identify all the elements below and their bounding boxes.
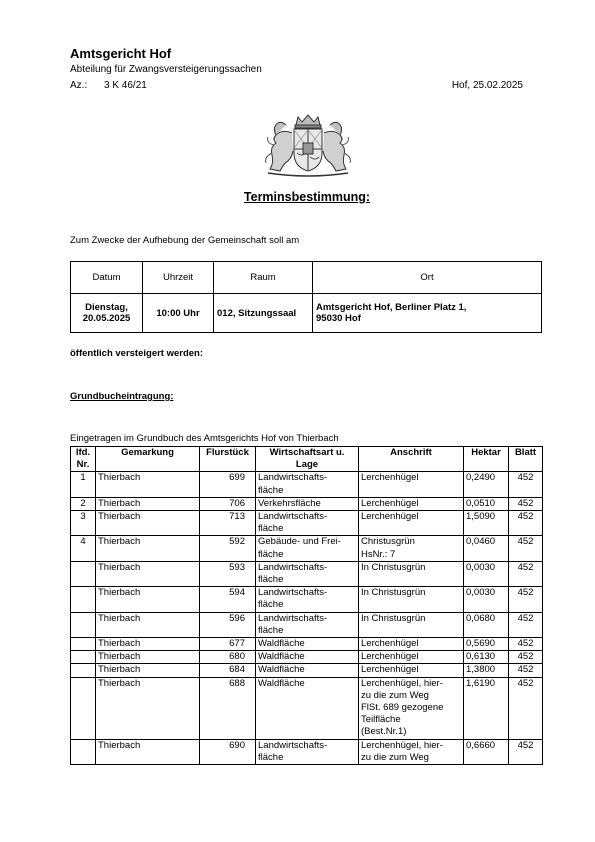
intro-text: Zum Zwecke der Aufhebung der Gemeinschaft soll am	[70, 235, 300, 246]
row-hektar: 0,0460	[464, 536, 509, 561]
row-flurstueck: 677	[200, 638, 256, 651]
row-flurstueck: 594	[200, 587, 256, 612]
row-hektar: 1,3800	[464, 664, 509, 677]
row-anschrift-line2: zu die zum Weg	[361, 689, 429, 701]
appointment-place-line1: Amtsgericht Hof, Berliner Platz 1,	[316, 302, 467, 313]
appointment-place-line2: 95030 Hof	[316, 313, 361, 324]
row-hektar: 0,5690	[464, 638, 509, 651]
row-anschrift: Lerchenhügel	[359, 511, 464, 536]
appointment-date-value: 20.05.2025	[82, 313, 131, 324]
row-anschrift-line2: HsNr.: 7	[361, 548, 396, 560]
row-wirtschaftsart-line2: fläche	[258, 523, 284, 535]
table-row	[71, 651, 543, 664]
department-name: Abteilung für Zwangsversteigerungssachen	[70, 64, 262, 75]
row-anschrift: Lerchenhügel	[359, 638, 464, 651]
row-anschrift: In Christusgrün	[359, 612, 464, 637]
row-gemarkung: Thierbach	[96, 739, 200, 764]
row-blatt: 452	[509, 497, 543, 510]
table-row	[71, 561, 543, 586]
land-register-header-row	[71, 447, 543, 472]
row-flurstueck: 706	[200, 497, 256, 510]
row-anschrift-line1: Christusgrün	[361, 536, 415, 548]
case-number-label: Az.:	[70, 80, 88, 91]
row-wirtschaft-line2: fläche	[258, 751, 284, 763]
appointment-header-row	[71, 262, 542, 294]
row-blatt: 452	[509, 638, 543, 651]
land-register-body	[71, 472, 543, 677]
row-wirtschaftsart: Verkehrsfläche	[256, 497, 359, 510]
header-blatt: Blatt	[509, 447, 543, 472]
header-anschrift: Anschrift	[359, 447, 464, 472]
row-hektar: 0,0030	[464, 561, 509, 586]
row-nr	[71, 638, 96, 651]
header-lfd-nr	[71, 447, 96, 472]
row-wirtschaftsart: Waldfläche	[256, 677, 359, 739]
row-wirtschaftsart-line1: Landwirtschafts-	[258, 472, 328, 484]
row-wirtschaftsart-line2: fläche	[258, 624, 284, 636]
row-wirtschaftsart	[256, 472, 359, 497]
place-date: Hof, 25.02.2025	[451, 80, 523, 91]
row-gemarkung: Thierbach	[96, 651, 200, 664]
row-nr	[71, 612, 96, 637]
case-number: 3 K 46/21	[104, 80, 147, 91]
row-wirtschaftsart-line2: fläche	[258, 548, 284, 560]
header-lfd-line2: Nr.	[76, 459, 90, 471]
header-lfd-line1: lfd.	[75, 447, 91, 458]
header-wirtschaft-line1: Wirtschaftsart u.	[269, 447, 345, 458]
row-anschrift	[359, 677, 464, 739]
row-anschrift-line2: zu die zum Weg	[361, 751, 429, 763]
row-wirtschaftsart	[256, 587, 359, 612]
appointment-weekday: Dienstag,	[85, 302, 128, 313]
row-nr: 3	[71, 511, 96, 536]
row-wirtschaftsart: Waldfläche	[256, 664, 359, 677]
row-blatt: 452	[509, 612, 543, 637]
row-flurstueck: 713	[200, 511, 256, 536]
appointment-room: 012, Sitzungssaal	[214, 294, 313, 333]
row-gemarkung: Thierbach	[96, 587, 200, 612]
row-wirtschaftsart: Waldfläche	[256, 651, 359, 664]
row-anschrift-line3: FlSt. 689 gezogene	[361, 702, 444, 714]
row-flurstueck: 592	[200, 536, 256, 561]
row-gemarkung: Thierbach	[96, 638, 200, 651]
row-anschrift: Lerchenhügel	[359, 664, 464, 677]
table-row	[71, 497, 543, 510]
row-blatt: 452	[509, 511, 543, 536]
row-blatt: 452	[509, 587, 543, 612]
table-row	[71, 511, 543, 536]
row-anschrift	[359, 536, 464, 561]
header-place: Ort	[313, 262, 542, 294]
row-anschrift: Lerchenhügel	[359, 472, 464, 497]
appointment-value-row	[71, 294, 542, 333]
row-blatt: 452	[509, 739, 543, 764]
row-nr	[71, 651, 96, 664]
row-gemarkung: Thierbach	[96, 612, 200, 637]
land-register-table	[70, 446, 543, 765]
row-gemarkung: Thierbach	[96, 561, 200, 586]
row-gemarkung: Thierbach	[96, 472, 200, 497]
row-hektar: 0,0510	[464, 497, 509, 510]
row-wirtschaftsart-line1: Landwirtschafts-	[258, 511, 328, 523]
table-row	[71, 664, 543, 677]
row-wirtschaftsart	[256, 739, 359, 764]
row-wirtschaft-line1: Landwirtschafts-	[258, 739, 328, 751]
header-gemarkung: Gemarkung	[96, 447, 200, 472]
row-wirtschaftsart	[256, 511, 359, 536]
row-nr	[71, 739, 96, 764]
table-row	[71, 536, 543, 561]
row-wirtschaftsart-line1: Gebäude- und Frei-	[258, 536, 341, 548]
row-hektar: 0,6130	[464, 651, 509, 664]
row-flurstueck: 680	[200, 651, 256, 664]
header-time: Uhrzeit	[143, 262, 214, 294]
row-flurstueck: 593	[200, 561, 256, 586]
auction-statement: öffentlich versteigert werden:	[70, 348, 204, 359]
row-blatt: 452	[509, 472, 543, 497]
row-flurstueck: 699	[200, 472, 256, 497]
header-wirtschaft-line2: Lage	[295, 459, 319, 471]
row-anschrift: Lerchenhügel	[359, 497, 464, 510]
land-register-heading: Grundbucheintragung:	[70, 391, 174, 402]
row-anschrift: Lerchenhügel	[359, 651, 464, 664]
header-hektar: Hektar	[464, 447, 509, 472]
table-row	[71, 677, 543, 739]
table-row	[71, 739, 543, 764]
row-anschrift-line4: Teilfläche	[361, 714, 401, 726]
court-name: Amtsgericht Hof	[70, 46, 172, 61]
row-gemarkung: Thierbach	[96, 677, 200, 739]
row-nr	[71, 664, 96, 677]
row-nr: 4	[71, 536, 96, 561]
row-hektar: 0,0680	[464, 612, 509, 637]
row-hektar: 1,5090	[464, 511, 509, 536]
row-flurstueck: 596	[200, 612, 256, 637]
header-room: Raum	[214, 262, 313, 294]
row-anschrift-line1: Lerchenhügel, hier-	[361, 677, 443, 689]
row-wirtschaftsart-line2: fläche	[258, 484, 284, 496]
appointment-table	[70, 261, 542, 333]
bavarian-coat-of-arms-icon	[262, 113, 354, 181]
header-flurstueck: Flurstück	[200, 447, 256, 472]
table-row	[71, 472, 543, 497]
row-blatt: 452	[509, 561, 543, 586]
appointment-time: 10:00 Uhr	[143, 294, 214, 333]
row-nr: 2	[71, 497, 96, 510]
appointment-place	[313, 294, 542, 333]
table-row	[71, 638, 543, 651]
row-blatt: 452	[509, 677, 543, 739]
row-nr	[71, 587, 96, 612]
row-anschrift-line5: (Best.Nr.1)	[361, 726, 407, 738]
row-flurstueck: 688	[200, 677, 256, 739]
row-gemarkung: Thierbach	[96, 511, 200, 536]
row-hektar: 0,2490	[464, 472, 509, 497]
row-blatt: 452	[509, 536, 543, 561]
row-blatt: 452	[509, 651, 543, 664]
row-anschrift: In Christusgrün	[359, 561, 464, 586]
row-anschrift	[359, 739, 464, 764]
row-anschrift: In Christusgrün	[359, 587, 464, 612]
row-nr	[71, 677, 96, 739]
header-date: Datum	[71, 262, 143, 294]
row-wirtschaftsart	[256, 561, 359, 586]
document-title: Terminsbestimmung:	[243, 190, 371, 204]
header-wirtschaftsart	[256, 447, 359, 472]
table-row	[71, 612, 543, 637]
row-blatt: 452	[509, 664, 543, 677]
land-register-intro: Eingetragen im Grundbuch des Amtsgerichts Hof von Thierbach	[70, 433, 339, 444]
row-wirtschaftsart-line2: fläche	[258, 574, 284, 586]
appointment-date	[71, 294, 143, 333]
row-hektar: 0,0030	[464, 587, 509, 612]
row-wirtschaftsart	[256, 612, 359, 637]
row-gemarkung: Thierbach	[96, 664, 200, 677]
row-flurstueck: 690	[200, 739, 256, 764]
row-gemarkung: Thierbach	[96, 536, 200, 561]
row-wirtschaftsart-line1: Landwirtschafts-	[258, 612, 328, 624]
row-wirtschaftsart: Waldfläche	[256, 638, 359, 651]
row-wirtschaftsart-line2: fläche	[258, 599, 284, 611]
row-wirtschaftsart-line1: Landwirtschafts-	[258, 561, 328, 573]
row-wirtschaftsart	[256, 536, 359, 561]
row-anschrift-line1: Lerchenhügel, hier-	[361, 739, 443, 751]
row-nr	[71, 561, 96, 586]
row-wirtschaftsart-line1: Landwirtschafts-	[258, 587, 328, 599]
row-flurstueck: 684	[200, 664, 256, 677]
row-hektar: 0,6660	[464, 739, 509, 764]
row-gemarkung: Thierbach	[96, 497, 200, 510]
row-nr: 1	[71, 472, 96, 497]
row-hektar: 1,6190	[464, 677, 509, 739]
table-row	[71, 587, 543, 612]
